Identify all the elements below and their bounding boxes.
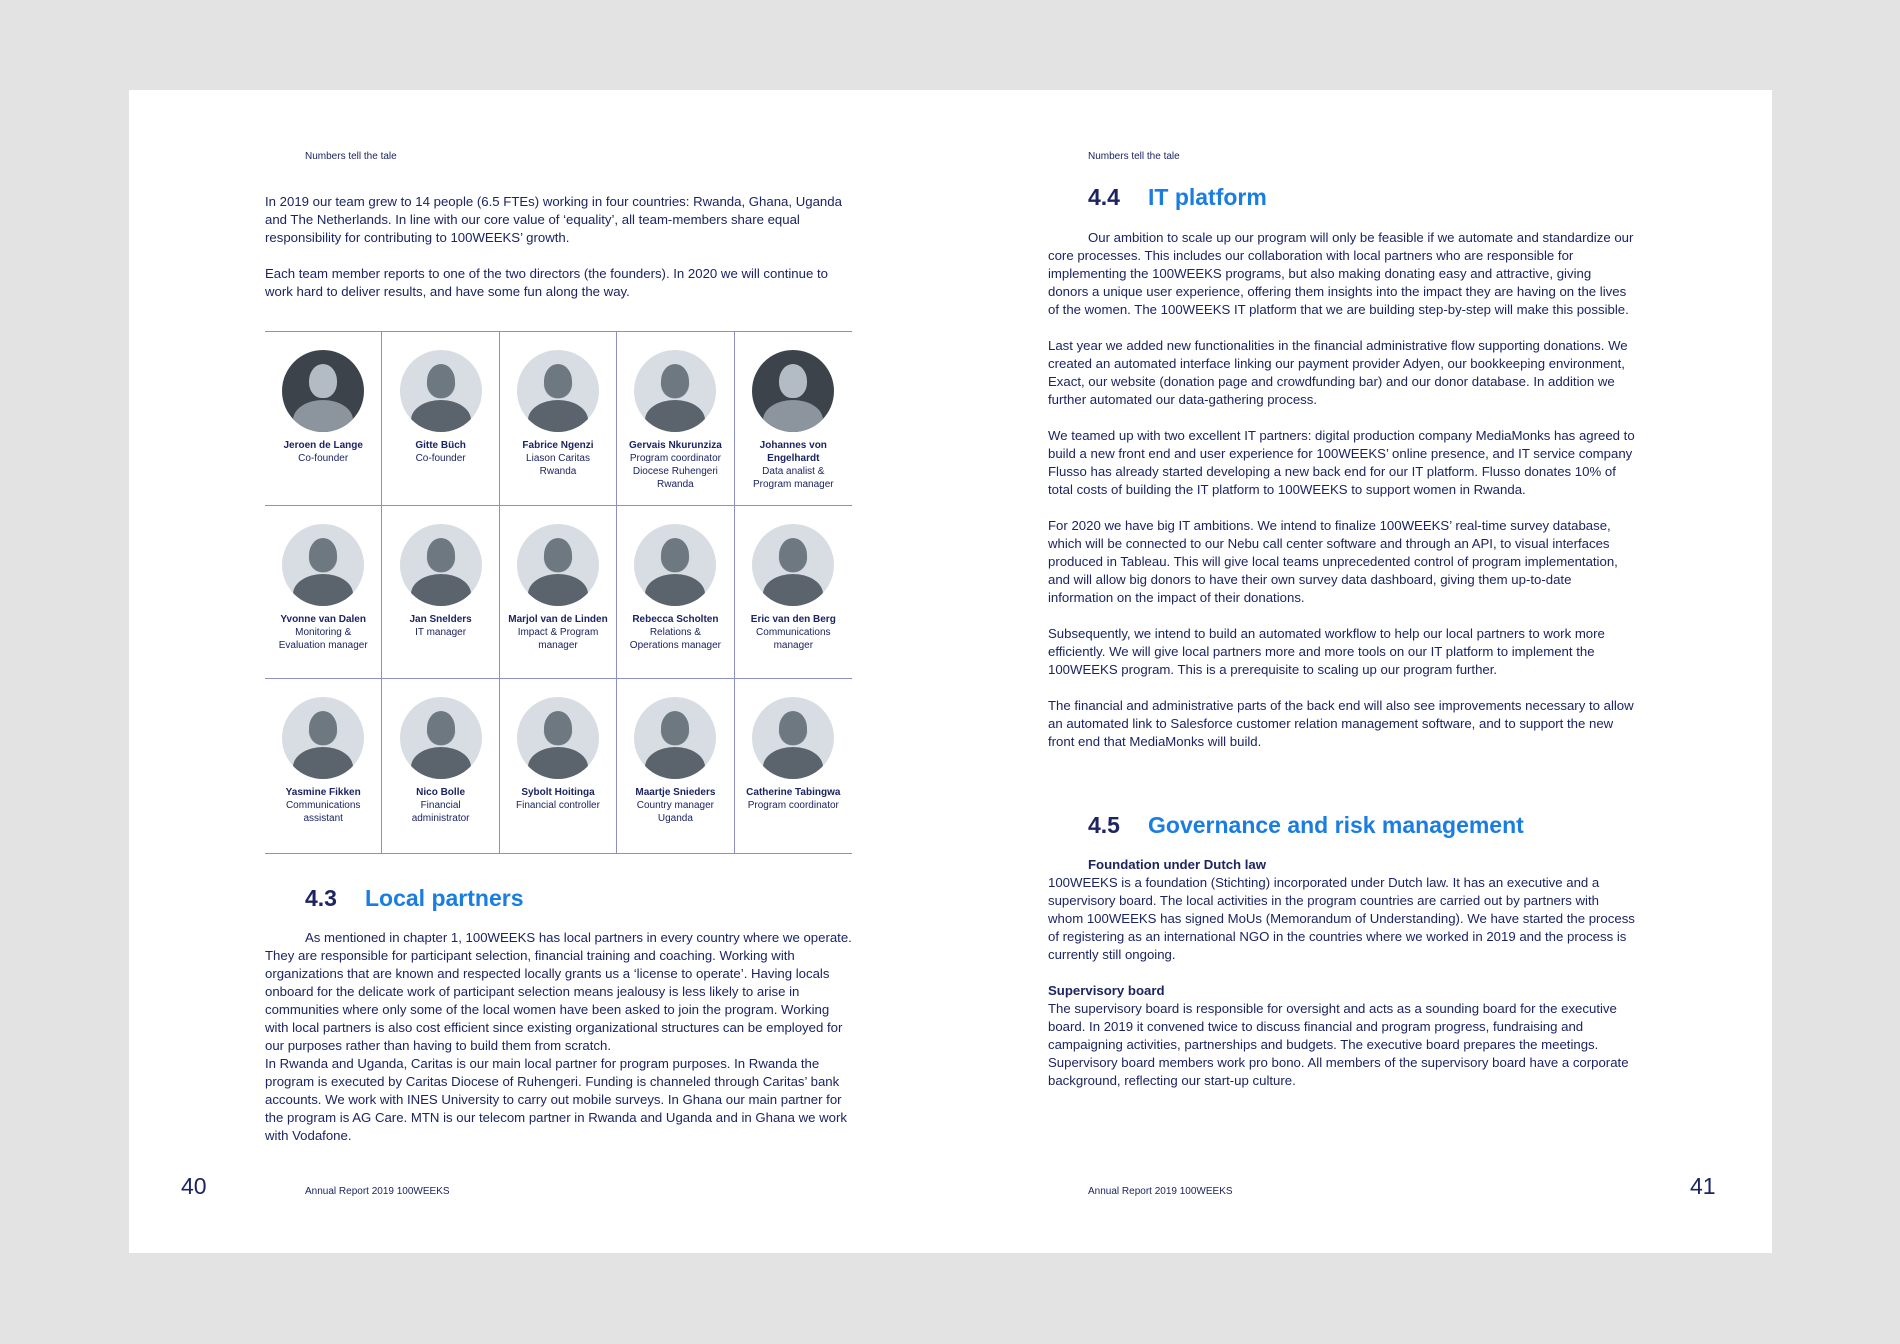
subheading: Supervisory board [1048, 983, 1165, 998]
member-role: Co-founder [415, 453, 466, 464]
portrait-photo [752, 524, 834, 606]
team-member [500, 679, 617, 853]
body-paragraph: Subsequently, we intend to build an automated workflow to help our local partners to work more efficiently. We will give local partners more and more tools on our IT platform to implement the 100WEEKS program. This is a prerequisite to scaling up our program further. [1048, 626, 1605, 677]
left-footer: Annual Report 2019 100WEEKS [305, 1186, 450, 1197]
team-member [382, 332, 499, 506]
portrait-photo [517, 524, 599, 606]
member-role: IT manager [415, 626, 467, 638]
intro-text [265, 193, 852, 301]
left-running-head: Numbers tell the tale [305, 151, 397, 162]
member-name: Yasmine Fikken [285, 787, 361, 799]
member-name: Sybolt Hoitinga [521, 787, 595, 799]
member-name: Yvonne van Dalen [280, 613, 366, 625]
portrait-photo [752, 697, 834, 779]
portrait-photo [634, 524, 716, 606]
it-platform-text [1048, 229, 1635, 751]
governance-block [1048, 982, 1635, 1090]
member-name: Nico Bolle [416, 787, 466, 799]
member-name: Fabrice Ngenzi [522, 440, 594, 451]
member-role: Country manager Uganda [636, 800, 715, 825]
team-member [382, 679, 499, 853]
body-paragraph: We teamed up with two excellent IT partners: digital production company MediaMonks has agreed to build a new front end and user experience for 100WEEKS’ online presence, and IT service company Flusso has already started developing a new back end for our IT platform. Flusso donates 10% of total costs of building the IT platform to 100WEEKS to support women in Rwanda. [1048, 428, 1635, 497]
body-paragraph: For 2020 we have big IT ambitions. We intend to finalize 100WEEKS’ real-time survey database, which will be connected to our Nebu call center software and through an API, to visual interfaces produced in Tableau. This will give local teams unprecedented control of program implementation, and will allow big donors to have their own survey data dashboard, giving them up-to-date information on the impact of their donations. [1048, 518, 1618, 605]
member-role: Co-founder [298, 453, 349, 464]
document-spread [129, 90, 1772, 1253]
portrait-photo [400, 350, 482, 432]
team-member [617, 506, 734, 680]
member-name: Johannes von Engelhardt [759, 440, 827, 464]
section-title: Governance and risk management [1148, 812, 1524, 838]
member-role: Communications assistant [285, 800, 361, 825]
subheading: Foundation under Dutch law [1088, 857, 1267, 872]
member-role: Financial administrator [411, 800, 470, 825]
member-role: Relations & Operations manager [629, 626, 721, 651]
member-name: Catherine Tabingwa [746, 787, 841, 799]
section-title: Local partners [365, 885, 524, 911]
governance-block [1048, 856, 1635, 964]
member-role: Program coordinator Diocese Ruhengeri Rwanda [629, 453, 721, 490]
team-grid [265, 331, 852, 854]
body-paragraph: The financial and administrative parts of the back end will also see improvements necessary to allow an automated link to Salesforce customer relation management software, and to support the new front end that MediaMonks will build. [1048, 698, 1634, 749]
page-number-left: 40 [181, 1173, 207, 1199]
member-name: Rebecca Scholten [632, 613, 719, 625]
team-member [265, 332, 382, 506]
member-role: Data analist & Program manager [753, 466, 834, 490]
team-member [265, 506, 382, 680]
section-title: IT platform [1148, 184, 1267, 210]
member-role: Program coordinator [747, 800, 839, 812]
portrait-photo [282, 524, 364, 606]
right-footer: Annual Report 2019 100WEEKS [1088, 1186, 1233, 1197]
member-name: Jan Snelders [409, 613, 472, 625]
intro-paragraph: In 2019 our team grew to 14 people (6.5 FTEs) working in four countries: Rwanda, Ghana, Uganda and The Netherlands. In line with our core value of ‘equality’, all team-members share equal responsibility for contributing to 100WEEKS’ growth. [265, 194, 842, 245]
team-member [500, 332, 617, 506]
governance-text [1048, 856, 1635, 1090]
body-paragraph: Last year we added new functionalities in the financial administrative flow supporting donations. We created an automated interface linking our payment provider Adyen, our bookkeeping environment, Exact, our website (donation page and crowdfunding bar) and our donor database. In addition we further automated our data-gathering process. [1048, 338, 1628, 407]
member-role: Liason Caritas Rwanda [526, 453, 590, 477]
member-name: Gitte Büch [415, 440, 466, 451]
right-running-head: Numbers tell the tale [1088, 151, 1180, 162]
team-member [500, 506, 617, 680]
team-member [617, 332, 734, 506]
body-paragraph: In Rwanda and Uganda, Caritas is our main local partner for program purposes. In Rwanda the program is executed by Caritas Diocese of Ruhengeri. Funding is channeled through Caritas’ bank accounts. We work with INES University to carry out mobile surveys. In Ghana our main partner for the program is AG Care. MTN is our telecom partner in Rwanda and Uganda and in Ghana we work with Vodafone. [265, 1056, 848, 1143]
member-role: Monitoring & Evaluation manager [278, 626, 368, 651]
portrait-photo [517, 697, 599, 779]
portrait-photo [282, 350, 364, 432]
section-heading-4-4 [1088, 184, 1267, 211]
member-name: Jeroen de Lange [283, 440, 363, 451]
team-member [265, 679, 382, 853]
team-member [617, 679, 734, 853]
team-member [382, 506, 499, 680]
local-partners-text [265, 929, 852, 1145]
member-name: Gervais Nkurunziza [628, 440, 722, 451]
member-role: Communications manager [756, 626, 831, 651]
portrait-photo [634, 350, 716, 432]
page-number-right: 41 [1690, 1173, 1716, 1199]
section-heading-4-3 [305, 885, 524, 912]
portrait-photo [752, 350, 834, 432]
portrait-photo [400, 697, 482, 779]
section-number: 4.4 [1088, 184, 1120, 210]
portrait-photo [517, 350, 599, 432]
team-member [735, 332, 852, 506]
section-number: 4.5 [1088, 812, 1120, 838]
portrait-photo [282, 697, 364, 779]
intro-paragraph: Each team member reports to one of the two directors (the founders). In 2020 we will continue to work hard to deliver results, and have some fun along the way. [265, 266, 828, 299]
team-member [735, 506, 852, 680]
team-member [735, 679, 852, 853]
member-role: Impact & Program manager [517, 626, 599, 651]
body-paragraph: As mentioned in chapter 1, 100WEEKS has local partners in every country where we operate. They are responsible for participant selection, financial training and coaching. Working with organizations that are known and respected locally grants us a ‘license to operate’. Having locals onboard for the delicate work of participant selection means jealousy is less likely to arise in communities where only some of the local women have been asked to join the program. Working with local partners is also cost efficient since existing organizational structures can be employed for our purposes rather than having to build them from scratch. [265, 930, 852, 1053]
member-role: Financial controller [516, 800, 600, 812]
member-name: Maartje Snieders [635, 787, 716, 799]
portrait-photo [400, 524, 482, 606]
body-paragraph: 100WEEKS is a foundation (Stichting) incorporated under Dutch law. It has an executive and a supervisory board. The local activities in the program countries are carried out by partners with whom 100WEEKS has signed MoUs (Memorandum of Understanding). We have started the process of registering as an international NGO in the countries where we worked in 2019 and the process is currently still ongoing. [1048, 875, 1635, 962]
body-paragraph: Our ambition to scale up our program will only be feasible if we automate and standardize our core processes. This includes our collaboration with local partners who are responsible for implementing the 100WEEKS programs, but also making donating easy and attractive, giving donors a unique user experience, offering them insights into the impact they are having on the lives of the women. The 100WEEKS IT platform that we are building step-by-step will make this possible. [1048, 230, 1634, 317]
portrait-photo [634, 697, 716, 779]
section-heading-4-5 [1088, 812, 1524, 839]
section-number: 4.3 [305, 885, 337, 911]
body-paragraph: The supervisory board is responsible for oversight and acts as a sounding board for the executive board. In 2019 it convened twice to discuss financial and program progress, fundraising and campaigning activities, partnerships and budgets. The executive board prepares the meetings. Supervisory board members work pro bono. All members of the supervisory board have a corporate background, reflecting our start-up culture. [1048, 1001, 1629, 1088]
member-name: Eric van den Berg [750, 613, 836, 625]
member-name: Marjol van de Linden [508, 613, 608, 625]
